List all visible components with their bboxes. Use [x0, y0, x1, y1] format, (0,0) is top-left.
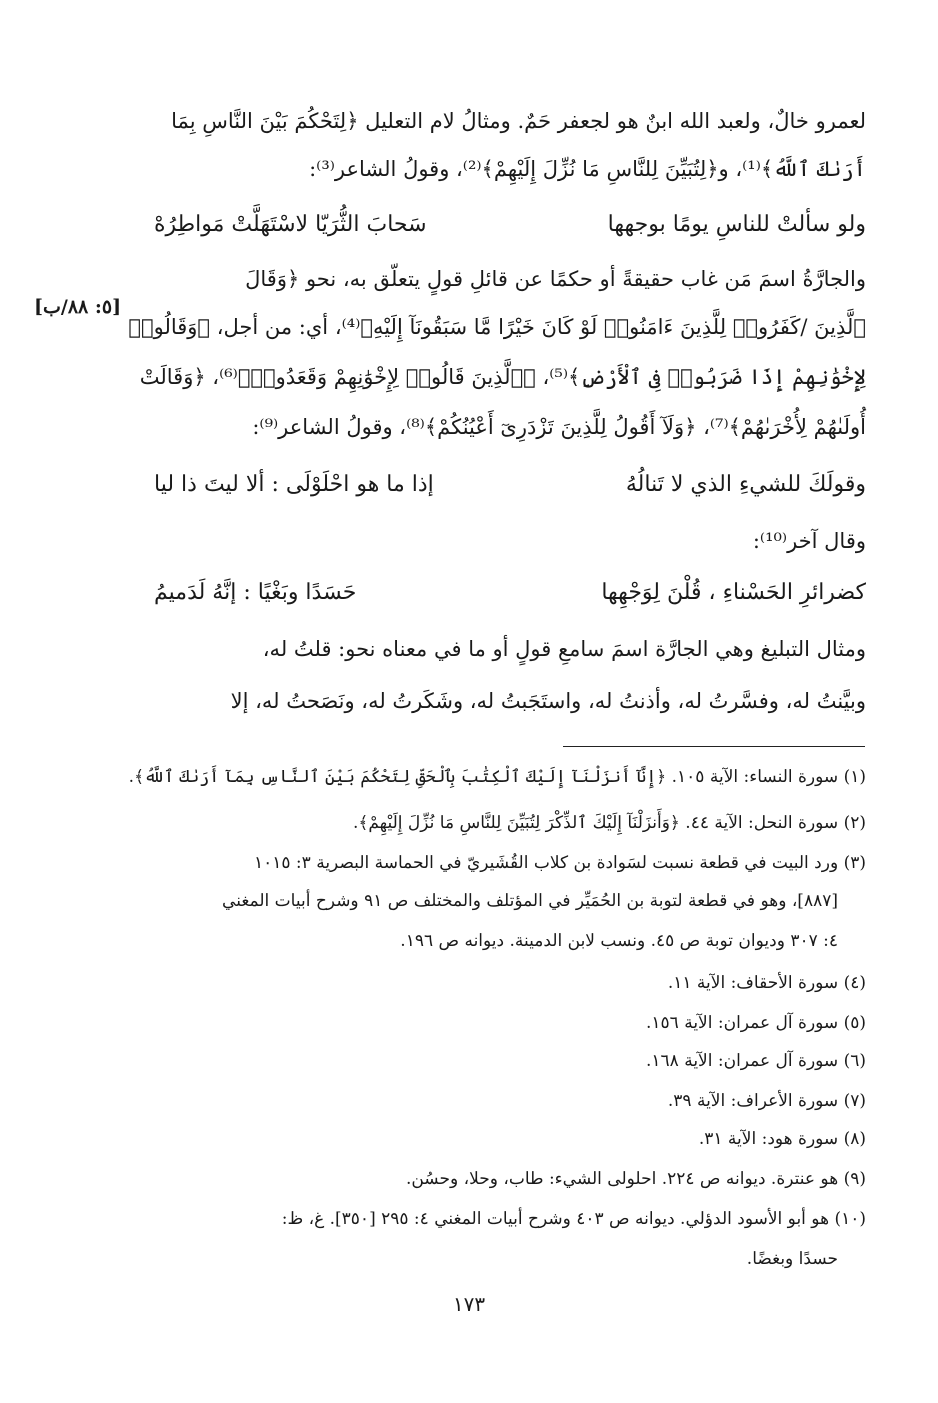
footnote-continuation: حسدًا وبغضًا. — [746, 1249, 838, 1269]
footnote: (٥) سورة آل عمران: الآية ١٥٦. — [645, 1013, 866, 1033]
body-line: والجارَّةُ اسمَ مَن غاب حقيقةً أو حكمًا عن قائلِ قولٍ يتعلّق به، نحو ﴿وَقَالَ — [245, 267, 866, 291]
footnote-continuation: [٨٨٧]، وهو في قطعة لتوبة بن الحُمَيِّر في المؤتلف والمختلف ص ٩١ وشرح أبيات المغني — [222, 891, 838, 911]
footnote: (٩) هو عنترة. ديوانه ص ٢٢٤. احلولى الشيء: طاب، وحلا، وحسُن. — [405, 1169, 866, 1189]
body-line: وبيَّنتُ له، وفسَّرتُ له، وأذنتُ له، واستَجَبتُ له، وشَكَرتُ له، ونَصَحتُ له، إلا — [230, 689, 866, 713]
footnote: (٤) سورة الأحقاف: الآية ١١. — [667, 973, 866, 993]
body-line: ومثال التبليغ وهي الجارَّة اسمَ سامعِ قولٍ أو ما في معناه نحو: قلتُ له، — [262, 637, 866, 661]
footnote: (٢) سورة النحل: الآية ٤٤. ﴿وَأَنزَلْنَآ إِلَيْكَ ٱلذِّكْرَ لِتُبَيِّنَ لِلنَّاسِ مَا نُزِّلَ إِلَيْهِمْ﴾. — [352, 813, 866, 833]
footnote-continuation: ٤: ٣٠٧ وديوان توبة ص ٤٥. ونسب لابن الدمينة. ديوانه ص ١٩٦. — [400, 931, 838, 951]
verse — [154, 470, 866, 504]
body-line: أَرَىٰكَ ٱللَّهُ﴾⁽¹⁾، و﴿لِتُبَيِّنَ لِلنَّاسِ مَا نُزِّلَ إِلَيْهِمْ﴾⁽²⁾، وقولُ الشاعر⁽³⁾: — [309, 157, 866, 181]
footnote: (٧) سورة الأعراف: الآية ٣٩. — [667, 1091, 866, 1111]
footnote: (١) سورة النساء: الآية ١٠٥. ﴿إِنَّآ أَنزَلْنَآ إِلَيْكَ ٱلْكِتَٰبَ بِٱلْحَقِّ لِتَحْكُمَ بَيْنَ ٱلنَّاسِ بِمَآ أَرَىٰكَ ٱللَّهُ﴾. — [128, 767, 866, 787]
verse — [154, 578, 866, 612]
body-line: وقال آخر⁽¹⁰⁾: — [752, 529, 866, 553]
footnote-separator — [563, 746, 865, 747]
footnote: (٦) سورة آل عمران: الآية ١٦٨. — [645, 1051, 866, 1071]
body-line: ٱلَّذِينَ /كَفَرُوا۟ لِلَّذِينَ ءَامَنُوا۟ لَوْ كَانَ خَيْرًا مَّا سَبَقُونَآ إِلَيْهِ﴾⁽⁴⁾، أي: من أجل، ﴿وَقَالُوا۟ — [128, 315, 866, 339]
verse-second-hemistich: حَسَدًا وبَغْيًا : إنَّهُ لَدَميمُ — [154, 580, 357, 605]
verse-first-hemistich: ولو سألتْ للناسِ يومًا بوجهها — [607, 212, 866, 237]
footnote: (١٠) هو أبو الأسود الدؤلي. ديوانه ص ٤٠٣ وشرح أبيات المغني ٤: ٢٩٥ [٣٥٠]. غ، ظ: — [281, 1209, 866, 1229]
verse-first-hemistich: وقولَكَ للشيءِ الذي لا تَنالُهُ — [625, 472, 866, 497]
body-line: لعمرو خالٌ، ولعبد الله ابنٌ هو لجعفر حَمٌ. ومثالُ لام التعليل ﴿لِتَحْكُمَ بَيْنَ النَّاسِ بِمَا — [171, 109, 866, 133]
verse — [154, 210, 866, 244]
body-line: لِإِخْوَٰنِهِمْ إِذَا ضَرَبُوا۟ فِى ٱلْأَرْضِ﴾⁽⁵⁾، ﴿ٱلَّذِينَ قَالُوا۟ لِإِخْوَٰنِهِمْ وَقَعَدُوا۟﴾⁽⁶⁾، ﴿وَقَالَتْ — [139, 365, 866, 389]
verse-second-hemistich: سَحابَ الثُّرَيّا لاسْتَهَلَّتْ مَواطِرُهْ — [154, 212, 427, 237]
margin-folio-note: [٥: ٨٨/ب] — [34, 296, 122, 318]
verse-second-hemistich: إذا ما هو احْلَوْلَى : ألا ليتَ ذا ليا — [154, 472, 434, 497]
body-line: أُولَىٰهُمْ لِأُخْرَىٰهُمْ﴾⁽⁷⁾، ﴿وَلَآ أَقُولُ لِلَّذِينَ تَزْدَرِىٓ أَعْيُنُكُمْ﴾⁽⁸⁾، وقولُ الشاعر⁽⁹⁾: — [252, 415, 866, 439]
verse-first-hemistich: كضرائرِ الحَسْناءِ ، قُلْنَ لِوَجْهِها — [601, 580, 866, 605]
footnote: (٨) سورة هود: الآية ٣١. — [698, 1129, 866, 1149]
page-number: ١٧٣ — [452, 1292, 486, 1316]
footnote: (٣) ورد البيت في قطعة نسبت لسَوادة بن كلاب القُشَيريّ في الحماسة البصرية ٣: ١٠١٥ — [254, 853, 866, 873]
